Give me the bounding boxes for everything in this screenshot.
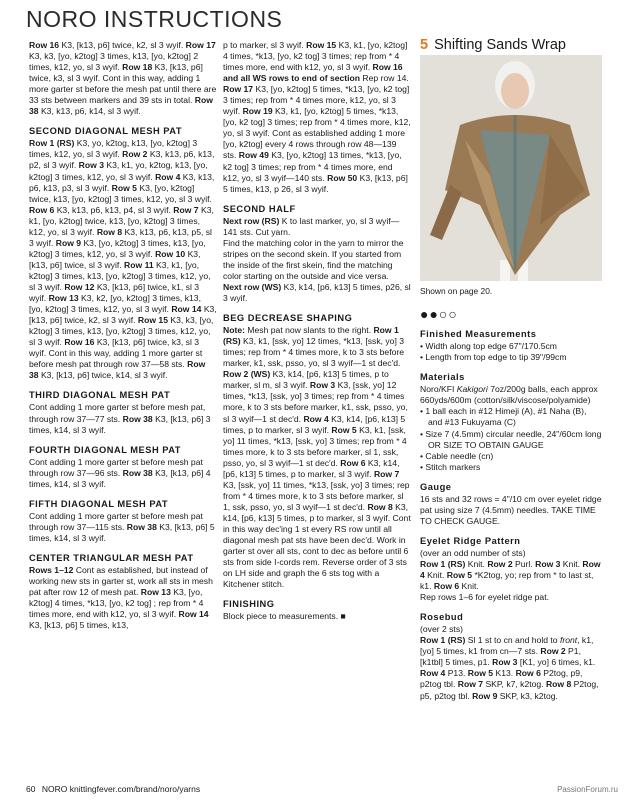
brand-name: NORO (26, 6, 97, 32)
col2-section-title: BEG DECREASE SHAPING (223, 313, 353, 324)
header-title: INSTRUCTIONS (103, 6, 283, 32)
page-header (26, 6, 282, 33)
col1-section-body: Cont adding 1 more garter st before mesh pat through row 37—96 sts. Row 38 K3, [k13, p6] 4 times, k14, sl 3 wyif. (29, 456, 211, 489)
skill-level: ●●○○ (420, 306, 458, 323)
col3-section-text: (over 2 sts) Row 1 (RS) Sl 1 st to cn and hold to front, k1, [yo] 5 times, k1 from cn—7 sts. Row 2 P1, [k1tbl] 5 times, p1. Row 3 [K1, yo] 6 times, k1. Row 4 P13. Row 5 K13. Row 6 P2tog, p9, p2tog tbl. Row 7 SKP, k7, k2tog. Row 8 P2tog, p5, p2tog tbl. Row 9 SKP, k3, k2tog. (420, 624, 599, 701)
watermark: PassionForum.ru (557, 785, 618, 794)
col3-section-title: Finished Measurements (420, 329, 537, 340)
photo-caption: Shown on page 20. (420, 286, 493, 297)
col1-sections (29, 126, 217, 631)
col1-section-title: THIRD DIAGONAL MESH PAT (29, 390, 171, 401)
col3-section-text: 16 sts and 32 rows = 4"/10 cm over eyelet ridge pat using size 7 (4.5mm) needles. TAKE TIME TO CHECK GAUGE. (420, 493, 602, 526)
project-number: 5 (420, 37, 429, 53)
col3-bullet-item: • Stitch markers (420, 461, 481, 472)
col3-bullet-item: • 1 ball each in #12 Himeji (A), #1 Naha (B), and #13 Fukuyama (C) (420, 406, 587, 428)
col2-section-title: SECOND HALF (223, 203, 296, 214)
project-photo (420, 55, 602, 281)
column-1 (29, 40, 217, 631)
col1-intro: Row 16 K3, [k13, p6] twice, k2, sl 3 wyif. Row 17 K3, k3, [yo, k2tog] 3 times, k13, [yo, k2tog] 2 times, k12, yo, sl 3 wyif. Row 18 K3, [k13, p6] twice, k3, sl 3 wyif. Cont in this way, adding 1 more garter st before the mesh pat until there are 33 sts between markers and 39 sts in total. Row 38 K3, k13, p6, k14, sl 3 wyif. (29, 40, 217, 117)
col3-section-title: Eyelet Ridge Pattern (420, 535, 521, 546)
col2-section-title: FINISHING (223, 599, 275, 610)
wrap-photo-illustration (420, 55, 602, 281)
col1-section-body: Row 1 (RS) K3, yo, k2tog, k13, [yo, k2tog] 3 times, k12, yo, sl 3 wyif. Row 2 K3, k13, p6, k13, p2, sl 3 wyif. Row 3 K3, k1, yo, k2tog, k13, [yo, k2tog] 3 times, k12, yo, sl 3 wyif. Row 4 K3, k13, p6, k13, p3, sl 3 wyif. Row 5 K3, [yo, k2tog] twice, k13, [yo, k2tog] 3 times, k12, yo, sl 3 wyif. Row 6 K3, k13, p6, k13, p4, sl 3 wyif. Row 7 K3, k1, [yo, k2tog] twice, k13, [yo, k2tog] 3 times, k12, yo, sl 3 wyif. Row 8 K3, k13, p6, k13, p5, sl 3 wyif. Row 9 K3, [yo, k2tog] 3 times, k13, [yo, k2tog] 3 times, k12, yo, sl 3 wyif. Row 10 K3, [k13, p6] twice, sl 3 wyif. Row 11 K3, k1, [yo, k2tog] 3 times, k13, [yo, k2tog] 3 times, k12, yo, sl 3 wyif. Row 12 K3, [k13, p6] twice, k1, sl 3 wyif. Row 13 K3, k2, [yo, k2tog] 3 times, k13, [yo, k2tog] 3 times, k12, yo, sl 3 wyif. Row 14 K3, [k13, p6] twice, k2, sl 3 wyif. Row 15 K3, k3, [yo, k2tog] 3 times, k13, [yo, k2tog] 3 times, k12, yo, sl 3 wyif. Row 16 K3, [k13, p6] twice, k3, sl 3 wyif. Cont in this way, adding 1 more garter st before mesh pat through row 37—58 sts. Row 38 K3, [k13, p6] twice, k14, sl 3 wyif. (29, 138, 217, 381)
footer-url: knittingfever.com/brand/noro/yarns (69, 784, 201, 794)
col3-section-text: Noro/KFI Kakigori 7oz/200g balls, each approx 660yds/600m (cotton/silk/viscose/polyamide) (420, 384, 598, 406)
project-title-row (420, 37, 602, 53)
col2-section-body: Block piece to measurements. ■ (223, 611, 346, 622)
page-footer (26, 784, 200, 794)
col3-section-text: (over an odd number of sts) Row 1 (RS) Knit. Row 2 Purl. Row 3 Knit. Row 4 Knit. Row 5 *K2tog, yo; rep from * to last st, k1. Row 6 Knit. Rep rows 1–6 for eyelet ridge pat. (420, 547, 601, 603)
col3-bullet-item: • Length from top edge to tip 39"/99cm (420, 352, 567, 363)
col1-section-body: Cont adding 1 more garter st before mesh pat, through row 37—77 sts. Row 38 K3, [k13, p6] 3 times, k14, sl 3 wyif. (29, 402, 211, 435)
col1-section-title: FOURTH DIAGONAL MESH PAT (29, 444, 181, 455)
col1-section-body: Rows 1–12 Cont as established, but instead of working new sts in garter st, work all sts in mesh pat after row 12 of mesh pat. Row 13 K3, [yo, k2tog] 4 times, *k13, [yo, k2 tog] ; rep from * 4 times more, end with k12, yo, sl 3 wyif. Row 14 K3, [k13, p6] 5 times, k13, (29, 565, 213, 631)
column-3 (420, 37, 602, 702)
col1-section-body: Cont adding 1 more garter st before mesh pat through row 37—115 sts. Row 38 K3, [k13, p6] 5 times, k14, sl 3 wyif. (29, 510, 215, 543)
footer-brand: NORO (41, 784, 68, 794)
col3-bullet-item: • Width along top edge 67"/170.5cm (420, 341, 557, 352)
col3-bullet-item: • Size 7 (4.5mm) circular needle, 24"/60cm long OR SIZE TO OBTAIN GAUGE (420, 428, 602, 450)
col1-section-title: CENTER TRIANGULAR MESH PAT (29, 552, 194, 563)
col2-sections (223, 204, 411, 623)
project-title: Shifting Sands Wrap (434, 37, 566, 53)
col1-section-title: SECOND DIAGONAL MESH PAT (29, 126, 183, 137)
col1-section-title: FIFTH DIAGONAL MESH PAT (29, 498, 169, 509)
col2-section-body: Next row (RS) K to last marker, yo, sl 3 wyif—141 sts. Cut yarn. Find the matching color in the yarn to mirror the stripes on the second skein. If you started from the inside of the first skein, find the matching color starting on the outside and vice versa. Next row (WS) K3, k14, [p6, k13] 5 times, p26, sl 3 wyif. (223, 215, 411, 304)
col3-bullet-item: • Cable needle (cn) (420, 450, 494, 461)
col3-section-title: Rosebud (420, 612, 464, 623)
col3-section-title: Materials (420, 372, 465, 383)
col3-section-title: Gauge (420, 481, 452, 492)
col2-section-body: Note: Mesh pat now slants to the right. Row 1 (RS) K3, k1, [ssk, yo] 12 times, *k13, [ssk, yo] 3 times; rep from * 4 times more, k to 3 sts before marker, k1, ssk, psso, yo, sl 3 wyif—1 st dec'd. Row 2 (WS) K3, k14, [p6, k13] 5 times, p to marker, sl m, sl 3 wyif. Row 3 K3, [ssk, yo] 12 times, *k13, [ssk, yo] 3 times; rep from * 4 times more, k to 3 sts before marker, k1, ssk, psso, yo, sl 3 wyif—1 st dec'd. Row 4 K3, k14, [p6, k13] 5 times, p to marker, sl 3 wyif. Row 5 K3, k1, [ssk, yo] 11 times, *k13, [ssk, yo] 3 times; rep from * 4 times more, k to 3 sts before marker, sl 1, ssk, psso, yo, sl 3 wyif—1 st dec'd. Row 6 K3, k14, [p6, k13] 5 times, p to marker, sl 3 wyif. Row 7 K3, [ssk, yo] 11 times, *k13, [ssk, yo] 3 times; rep from * 4 times more, k to 3 sts before marker, sl 1, ssk, psso, yo, sl 3 wyif—1 st dec'd. Row 8 K3, k14, [p6, k13] 5 times, p to marker, sl 3 wyif. Cont in this way dec'ing 1 st every RS row until all diagonal mesh pat sts have been dec'd. Work in garter st over all sts, cont to dec as before until 6 sts from side I-cords rem. Reverse order of 3 sts on LH side and graph the 6 sts tog with a Kitchener stitch. (223, 325, 411, 590)
column-2 (223, 40, 411, 622)
page-number: 60 (26, 784, 36, 794)
col3-sections (420, 329, 602, 701)
col2-intro: p to marker, sl 3 wyif. Row 15 K3, k1, [yo, k2tog] 4 times, *k13, [yo, k2 tog] 3 times; rep from * 4 times more, end with k12, yo, sl 3 wyif. Row 16 and all WS rows to end of section Rep row 14. Row 17 K3, [yo, k2tog] 5 times, *k13, [yo, k2 tog] 3 times; rep from * 4 times more, k12, yo, sl 3 wyif. Row 19 K3, k1, [yo, k2tog] 5 times, *k13, [yo, k2 tog] 3 times; rep from * 4 times more, k12, yo, sl 3 wyif. Cont as established adding 1 more [yo, k2tog] every 4 rows through row 48—139 sts. Row 49 K3, [yo, k2tog] 13 times, *k13, [yo, k2 tog] 3 times; rep from * 4 times more, end k12, yo, sl 3 wyif—140 sts. Row 50 K3, [k13, p6] 5 times, k13, p 26, sl 3 wyif. (223, 40, 411, 194)
